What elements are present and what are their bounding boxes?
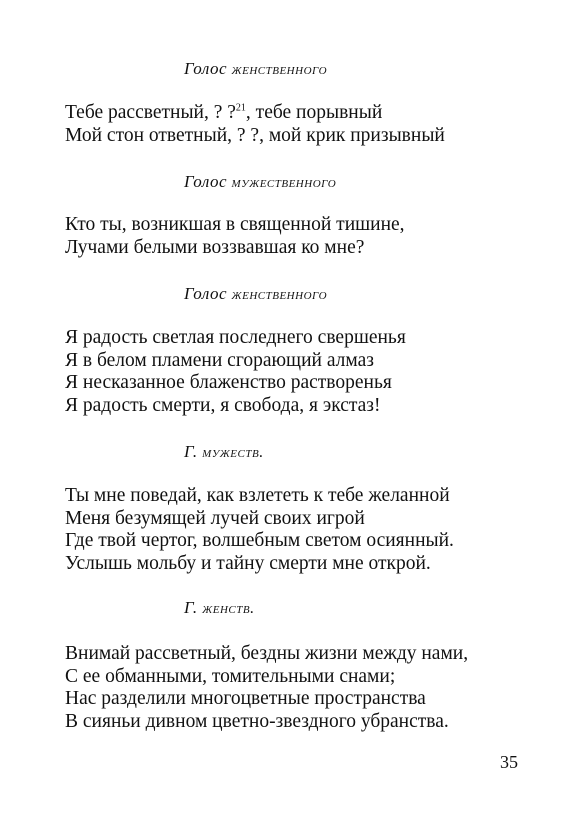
verse-line: Кто ты, возникшая в священной тишине,	[65, 214, 405, 235]
speaker-heading	[184, 598, 255, 618]
verse-line-part: , тебе порывный	[245, 102, 383, 123]
speaker-heading-name: женств.	[202, 600, 255, 617]
speaker-heading-lead: Г.	[184, 598, 198, 617]
verse-line: Я несказанное блаженство растворенья	[65, 372, 392, 393]
verse-line: Меня безумящей лучей своих игрой	[65, 507, 365, 529]
speaker-heading-name: женственного	[231, 61, 328, 78]
verse-line: Услышь мольбу и тайну смерти мне открой.	[65, 552, 431, 574]
stanza	[65, 485, 454, 575]
stanza	[65, 643, 468, 733]
speaker-heading	[184, 442, 264, 462]
verse-line: Где твой чертог, волшебным светом осиянный.	[65, 530, 454, 551]
page-number: 35	[500, 752, 518, 772]
verse-line	[65, 102, 445, 125]
verse-line: Нас разделили многоцветные пространства	[65, 688, 426, 709]
verse-line: Лучами белыми воззвавшая ко мне?	[65, 236, 365, 258]
stanza	[65, 214, 405, 259]
verse-line: С ее обманными, томительными снами;	[65, 665, 396, 687]
speaker-heading-name: женственного	[231, 286, 328, 303]
verse-line: Я радость светлая последнего свершенья	[65, 327, 406, 348]
verse-line: Ты мне поведай, как взлететь к тебе желанной	[65, 485, 450, 506]
stanza	[65, 102, 445, 147]
speaker-heading-name: мужеств.	[202, 444, 264, 461]
verse-line: Я в белом пламени сгорающий алмаз	[65, 349, 374, 371]
verse-line: Мой стон ответный, ? ?, мой крик призывный	[65, 124, 445, 146]
verse-line-part: Тебе рассветный, ? ?	[65, 102, 236, 123]
speaker-heading-lead: Голос	[184, 59, 228, 78]
speaker-heading	[184, 284, 327, 304]
speaker-heading-lead: Голос	[184, 284, 228, 303]
speaker-heading	[184, 172, 336, 192]
verse-line: Внимай рассветный, бездны жизни между нами,	[65, 643, 469, 664]
speaker-heading	[184, 59, 327, 79]
verse-line: Я радость смерти, я свобода, я экстаз!	[65, 394, 381, 416]
speaker-heading-name: мужественного	[231, 174, 337, 191]
speaker-heading-lead: Г.	[184, 442, 198, 461]
footnote-marker: 21	[235, 102, 246, 114]
stanza	[65, 327, 406, 417]
speaker-heading-lead: Голос	[184, 172, 228, 191]
verse-line: В сияньи дивном цветно-звездного убранства.	[65, 710, 449, 732]
